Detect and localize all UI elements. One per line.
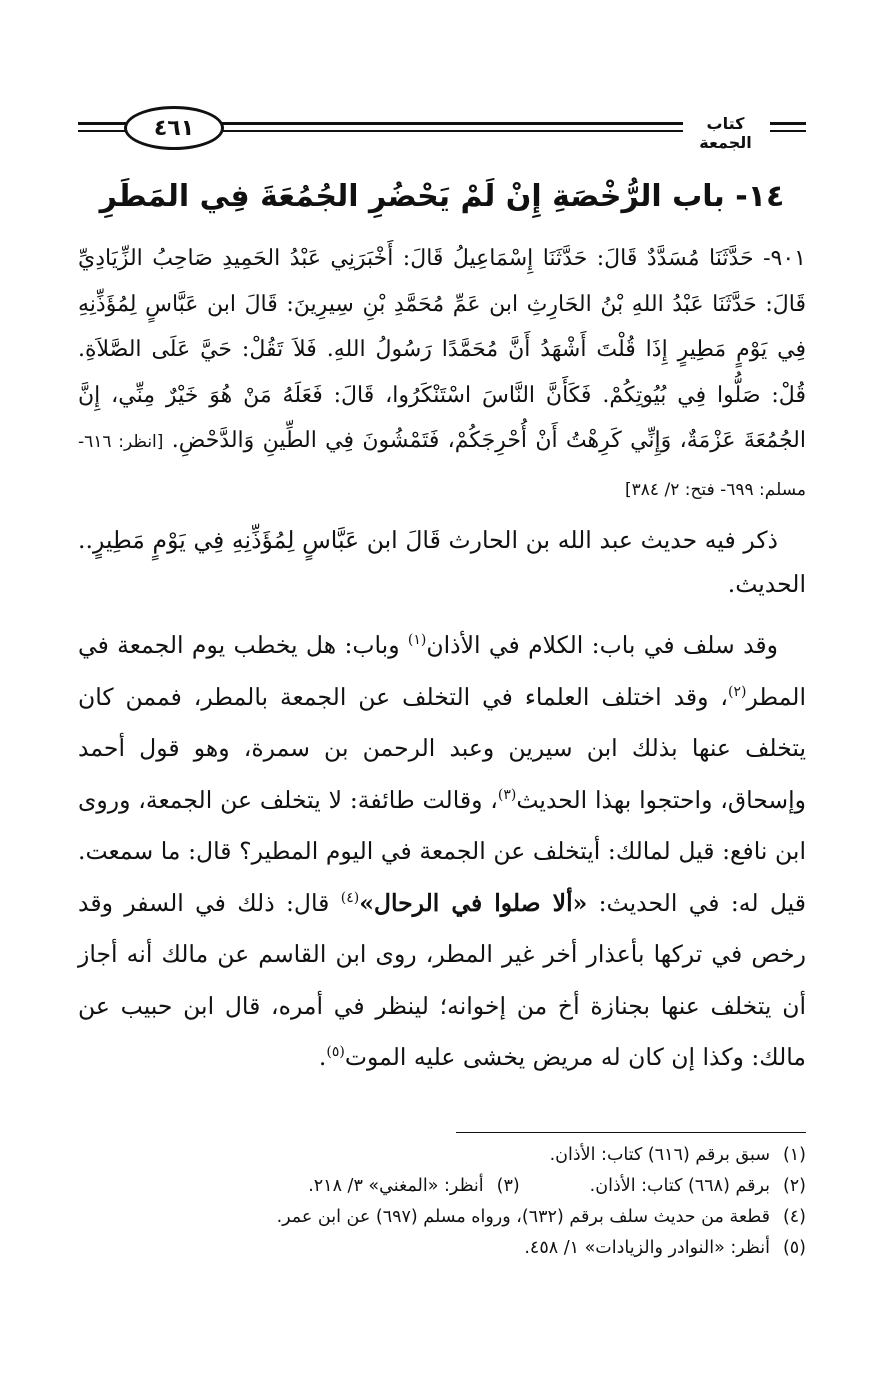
header-rule-middle-2: [218, 130, 683, 132]
commentary-text: .: [318, 1043, 327, 1071]
commentary-text: ، وقالت طائفة: لا يتخلف عن الجمعة، وروى ابن نافع: قيل لمالك: أيتخلف عن الجمعة في اليوم المطير؟ قال: ما سمعت. قيل له: في الحديث:: [78, 785, 806, 917]
footnote-marker-4[interactable]: (٤): [340, 889, 360, 906]
footnote-number: (٣): [496, 1176, 520, 1196]
page-header: [78, 100, 806, 158]
commentary-text: وباب: هل يخطب يوم الجمعة في المطر: [78, 631, 806, 711]
footnote-text: سبق برقم (٦١٦) كتاب: الأذان.: [549, 1145, 770, 1165]
commentary-paragraph-1: ذكر فيه حديث عبد الله بن الحارث قَالَ ابن عَبَّاسٍ لِمُؤَذِّنِهِ فِي يَوْمٍ مَطِيرٍ.. الحديث.: [78, 526, 806, 598]
header-rule-right: [770, 122, 806, 125]
footnote-text: قطعة من حديث سلف برقم (٦٣٢)، ورواه مسلم (٦٩٧) عن ابن عمر.: [276, 1207, 770, 1227]
footnote-marker-1[interactable]: (١): [407, 632, 427, 649]
header-rule-left: [78, 122, 130, 125]
commentary-text: وقد سلف في باب: الكلام في الأذان: [426, 631, 778, 659]
header-rule-right-2: [770, 130, 806, 132]
footnote-number: (٥): [782, 1238, 806, 1258]
footnote-marker-2[interactable]: (٢): [728, 683, 747, 700]
footnote-text: أنظر: «النوادر والزيادات» ١/ ٤٥٨.: [524, 1238, 770, 1258]
commentary-paragraph-2: [78, 620, 806, 1084]
footnote-text: أنظر: «المغني» ٣/ ٢١٨.: [308, 1176, 484, 1196]
footnote-marker-3[interactable]: (٣): [497, 786, 517, 803]
footnote-divider: [456, 1132, 806, 1133]
footnote: [78, 1171, 806, 1202]
footnote: [78, 1233, 806, 1264]
footnote-marker-5[interactable]: (٥): [326, 1044, 345, 1061]
chapter-heading: ١٤- باب الرُّخْصَةِ إِنْ لَمْ يَحْضُرِ الجُمُعَةَ فِي المَطَرِ: [99, 179, 785, 214]
footnote: [78, 1140, 806, 1171]
page-number: ٤٦١: [153, 115, 195, 141]
book-title: كتاب الجمعة: [699, 114, 752, 152]
hadith-reference: [انظر: ٦١٦- مسلم: ٦٩٩- فتح: ٢/ ٣٨٤]: [78, 432, 806, 500]
header-rule-middle: [218, 122, 683, 125]
commentary: [78, 518, 806, 1084]
commentary-text: ، وقد اختلف العلماء في التخلف عن الجمعة بالمطر، فممن كان يتخلف عنها بذلك ابن سيرين وعبد الرحمن بن سمرة، وهو قول أحمد وإسحاق، واحتجوا بهذا الحديث: [78, 682, 806, 814]
footnotes: [78, 1140, 806, 1264]
page-number-badge: [124, 106, 224, 150]
footnote-text: برقم (٦٦٨) كتاب: الأذان.: [589, 1176, 770, 1196]
footnote: [78, 1202, 806, 1233]
hadith-text: [78, 236, 806, 513]
hadith-quote: «ألا صلوا في الرحال»: [359, 888, 588, 917]
commentary-text: قال: ذلك في السفر وقد رخص في تركها بأعذار أخر غير المطر، روى ابن القاسم عن مالك أنه أجاز أن يتخلف عنها بجنازة أخ من إخوانه؛ لينظر في أمره، قال ابن حبيب عن مالك: وكذا إن كان له مريض يخشى عليه الموت: [78, 888, 806, 1071]
hadith-body: ٩٠١- حَدَّثَنَا مُسَدَّدٌ قَالَ: حَدَّثَنَا إِسْمَاعِيلُ قَالَ: أَخْبَرَنِي عَبْدُ الحَمِيدِ صَاحِبُ الزِّيَادِيِّ قَالَ: حَدَّثَنَا عَبْدُ اللهِ بْنُ الحَارِثِ ابن عَمِّ مُحَمَّدِ بْنِ سِيرِينَ: قَالَ ابن عَبَّاسٍ لِمُؤَذِّنِهِ فِي يَوْمٍ مَطِيرٍ إِذَا قُلْتَ أَشْهَدُ أَنَّ مُحَمَّدًا رَسُولُ اللهِ. فَلاَ تَقُلْ: حَيَّ عَلَى الصَّلاَةِ. قُلْ: صَلُّوا فِي بُيُوتِكُمْ. فَكَأَنَّ النَّاسَ اسْتَنْكَرُوا، قَالَ: فَعَلَهُ مَنْ هُوَ خَيْرٌ مِنِّي، إِنَّ الجُمُعَةَ عَزْمَةٌ، وَإِنِّي كَرِهْتُ أَنْ أُحْرِجَكُمْ، فَتَمْشُونَ فِي الطِّينِ وَالدَّحْضِ.: [78, 246, 806, 453]
footnote-number: (٤): [782, 1207, 806, 1227]
footnote-number: (٢): [782, 1176, 806, 1196]
header-rule-left-2: [78, 130, 130, 132]
footnote-number: (١): [782, 1145, 806, 1165]
